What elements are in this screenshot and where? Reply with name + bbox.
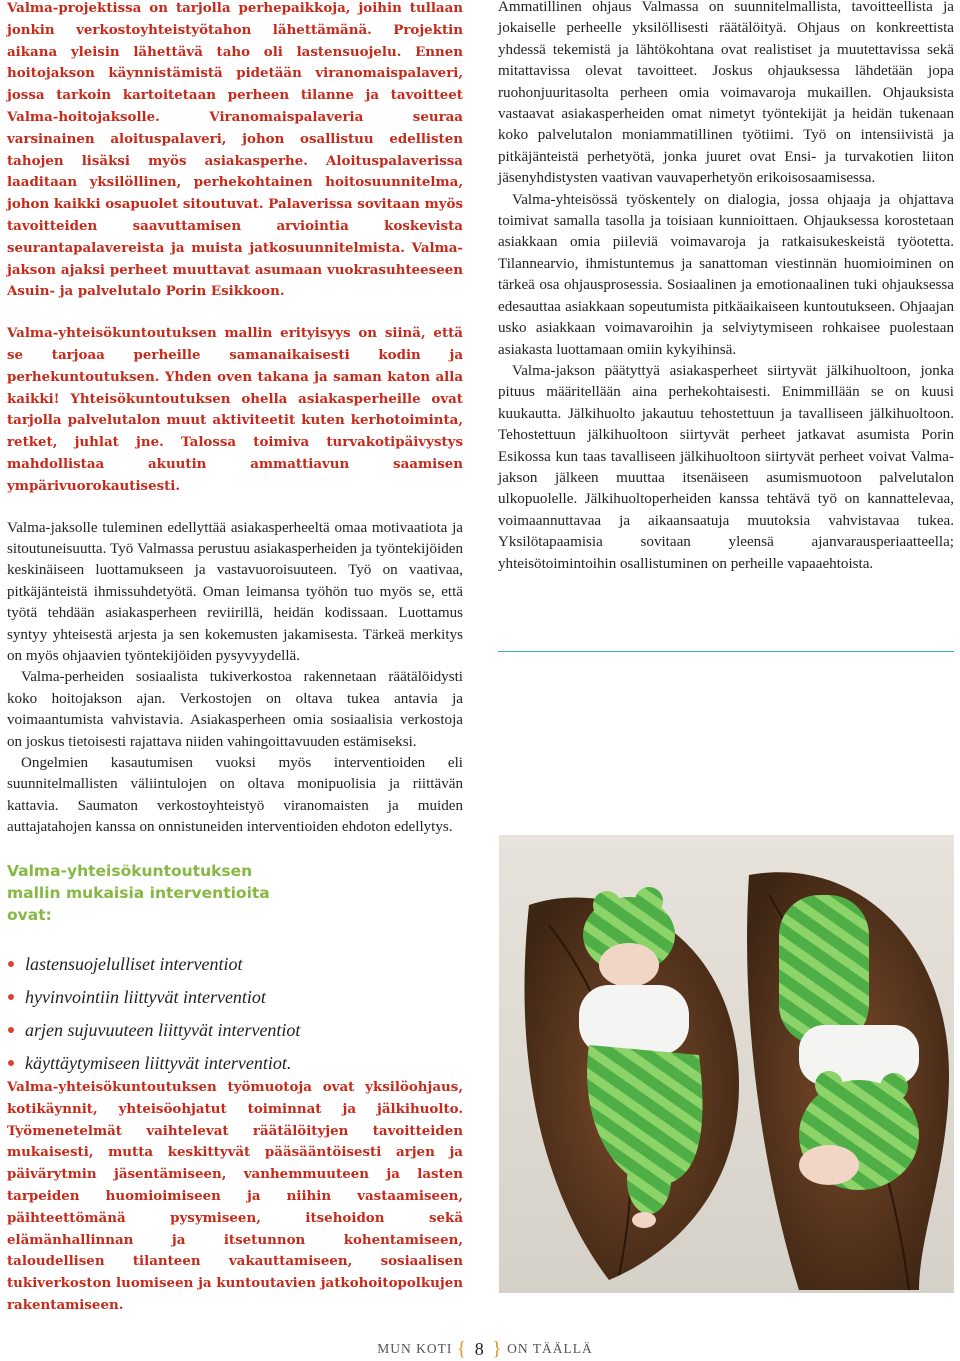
bullet-icon [8,1060,14,1066]
right-paragraph-2: Valma-yhteisössä työskentely on dialogia, jossa ohjaaja ja ohjattava toimivat samalla tasolla ja toisiaan kunnioittaen. Ohjauksessa korostetaan asiakkaan omia piileviä voimavaroja ja ratkaisukeskeistä työotetta. Tilannearvio, ihmistuntemus ja sanattoman viestinnän huomioiminen on tärkeä osa ohjausprosessia. Sosiaalinen ja emotionaalinen tuki ohjauksessa edesauttaa asiakkaan sopeutumista pitkäaikaiseen kuntoutukseen. Ohjaajan usko asiakkaan voimavaroihin ja selviytymiseen rohkaisee puolestaan asiakasta luottamaan omiin kykyihinsä. [498,191,954,358]
footer-brace-close: } [492,1338,503,1360]
right-paragraph-3: Valma-jakson päätyttyä asiakasperheet siirtyvät jälkihuoltoon, jonka pituus määritellään aina perhekohtaisesti. Enimmillään se on kuusi kuukautta. Jälkihuolto jakautuu tehostettuun ja tavalliseen jälkihuoltoon. Tehostettuun jälkihuoltoon siirtyvät perheet jatkavat asumista Porin Esikossa kun taas tavalliseen jälkihuoltoon siirtyvät perheet voivat Valma-jakson jälkeen muuttaa itsenäiseen asumismuotoon palvelutalon ulkopuolelle. Jälkihuoltoperheiden kanssa tehtävä työ on kannattelevaa, voimaannuttavaa ja aikaansaatuja muutoksia vahvistavaa tukea. Yksilötapaamisia sovitaan yleensä ajanvarausperiaatteella; yhteisötoimintoihin osallistuminen on perheille vapaaehtoista. [498,362,954,572]
photo-babies-on-leaves [499,835,954,1293]
page-footer [360,1338,610,1361]
list-item-text: lastensuojelulliset interventiot [25,954,243,974]
list-item [7,948,463,981]
left-column [7,0,463,839]
intro-paragraph: Valma-projektissa on tarjolla perhepaikkoja, joihin tullaan jonkin verkostoyhteistyötahon lähettämänä. Projektin aikana yleisin lähettävä taho oli lastensuojelu. Ennen hoitojakson käynnistämistä pidetään viranomaispalaveri, jossa tarkoin kartoitetaan perheen tilanne ja tavoitteet Valma-hoitojaksolle. Viranomaispalaveria seuraa varsinainen aloituspalaveri, johon osallistuu edellisten tahojen lisäksi myös asiakasperhe. Aloituspalaverissa laaditaan yksilöllinen, perhekohtainen hoitosuunnitelma, johon kaikki osapuolet sitoutuvat. Palaverissa sovitaan myös tavoitteiden saavuttamisen arviointia koskevista seurantapalavereista ja muista jatkosuunnitelmista. Valma-jakson ajaksi perheet muuttavat asumaan vuokrasuhteeseen Asuin- ja palvelutalo Porin Esikkoon. [7,0,463,300]
body-paragraph-1: Valma-jaksolle tuleminen edellyttää asiakasperheeltä omaa motivaatiota ja sitoutuneisuutta. Työ Valmassa perustuu asiakasperheiden ja työntekijöiden keskinäiseen luottamukseen ja vastavuoroisuuteen. Työ on vaativaa, pitkäjänteistä ihmissuhdetyötä. Oman leimansa työhön tuo myös se, että työtä tehdään asiakasperheen reviirillä, heidän kodissaan. Luottamus syntyy yhteisestä arjesta ja sen kokemusten jakamisesta. Tärkeä merkitys on myös ohjaavien työntekijöiden pysyvyydellä. [7,519,463,664]
list-item [7,1014,463,1047]
list-item [7,981,463,1014]
right-column [498,0,954,575]
list-item [7,1047,463,1080]
footer-right-text: ON TÄÄLLÄ [507,1341,593,1356]
feature-paragraph: Valma-yhteisökuntoutuksen mallin erityisyys on siinä, että se tarjoaa perheille samanaikaisesti kodin ja perhekuntoutuksen. Yhden oven takana ja saman katon alla kaikki! Yhteisökuntoutuksen ohella asiakasperheille ovat tarjolla palvelutalon muut aktiviteetit kuten kerhotoiminta, retket, juhlat jne. Talossa toimiva turvakotipäivystys mahdollistaa akuutin ammattiavun saamisen ympärivuorokautisesti. [7,325,463,494]
interventions-list [7,948,463,1080]
list-item-text: arjen sujuvuuteen liittyvät interventiot [25,1020,301,1040]
interventions-box [7,860,463,1080]
section-divider [498,651,954,652]
bullet-icon [8,1027,14,1033]
list-item-text: hyvinvointiin liittyvät interventiot [25,987,266,1007]
body-paragraph-2: Valma-perheiden sosiaalista tukiverkostoa rakennetaan räätälöidysti koko hoitojakson ajan. Verkostojen on oltava tukea antavia ja voimaantumista vahvistavia. Asiakasperheen omia sosiaalisia verkostoja on joskus tietoisesti rajattava niiden vahingoittavuuden estämiseksi. [7,669,463,750]
list-item-text: käyttäytymiseen liittyvät interventiot. [25,1053,292,1073]
interventions-heading: Valma-yhteisökuntoutuksen mallin mukaisia interventioita ovat: [7,862,270,924]
footer-brace-open: { [456,1338,468,1360]
footer-left-text: MUN KOTI [377,1341,453,1356]
closing-paragraph: Valma-yhteisökuntoutuksen työmuotoja ovat yksilöohjaus, kotikäynnit, yhteisöohjatut toiminnat ja jälkihuolto. Työmenetelmät vaihtelevat räätälöityjen tavoitteiden mukaisesti, mutta keskittyvät pääsääntöisesti arjen ja päivärytmin jäsentämiseen, vanhemmuuteen ja lasten tarpeiden huomioimiseen ja niihin vastaamiseen, päihteettömänä pysymiseen, itsehoidon sekä elämänhallinnan ja itsetunnon kohentamiseen, taloudellisen tilanteen vakauttamiseen, sosiaalisen tukiverkoston luomiseen ja kuntoutavien jatkohoitopolkujen rakentamiseen. [7,1079,463,1313]
page-number: 8 [474,1339,485,1359]
body-paragraph-3: Ongelmien kasautumisen vuoksi myös interventioiden eli suunnitelmallisten väliintulojen on oltava monipuolisia ja riittävän kattavia. Saumaton verkostoyhteistyö viranomaisten ja muiden auttajatahojen kanssa on onnistuneiden interventioiden ehdoton edellytys. [7,755,463,836]
bullet-icon [8,994,14,1000]
bullet-icon [8,961,14,967]
closing-section [7,1077,463,1317]
right-paragraph-1: Ammatillinen ohjaus Valmassa on suunnitelmallista, tavoitteellista ja jokaiselle perheelle yksilöllisesti räätälöityä. Ohjaus on konkreettista yhdessä tekemistä ja lähtökohtana ovat realistiset ja muutettavissa sekä mitattavissa olevat tavoitteet. Joskus ohjauksessa lähdetään jopa ruohonjuuritasolta perheen omia voimavaroja mukaillen. Ohjauksista vastaavat asiakasperheiden omat nimetyt työntekijät ja heidän tukenaan koko palvelutalon moniammatillinen työtiimi. Työ on intensiivistä ja pitkäjänteistä perhetyötä, jonka juuret ovat Ensi- ja turvakotien liiton jäsenyhdistysten vaativan vauvaperhetyön erikoisosaamisessa. [498,0,954,187]
